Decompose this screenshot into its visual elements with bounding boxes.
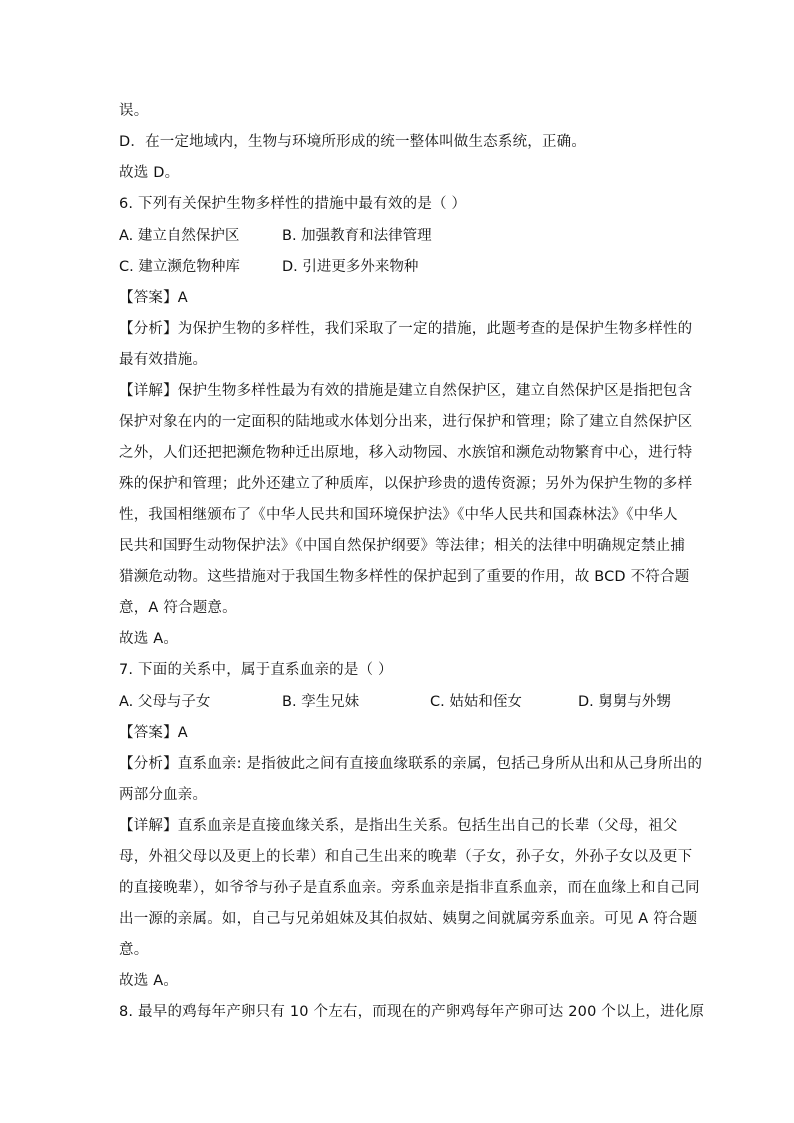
text-line: 出一源的亲属。如，自己与兄弟姐妹及其伯叔姑、姨舅之间就属旁系血亲。可见 A 符合题: [119, 911, 698, 927]
question-7-stem: 7. 下面的关系中，属于直系血亲的是（ ）: [119, 662, 393, 678]
text-line: 之外，人们还把把濒危物种迁出原地，移入动物园、水族馆和濒危动物繁育中心，进行特: [119, 445, 693, 461]
q6-analysis: 【分析】为保护生物的多样性，我们采取了一定的措施，此题考查的是保护生物多样性的: [119, 321, 693, 337]
text-line: 猎濒危动物。这些措施对于我国生物多样性的保护起到了重要的作用，故 BCD 不符合题: [119, 569, 690, 585]
q7-option-a: A. 父母与子女: [119, 694, 211, 710]
text-line: D．在一定地域内，生物与环境所形成的统一整体叫做生态系统，正确。: [119, 134, 587, 150]
text-line: 故选 D。: [119, 165, 180, 181]
q6-option-b: B. 加强教育和法律管理: [282, 228, 432, 244]
q7-answer: 【答案】A: [119, 725, 188, 741]
text-line: 意。: [119, 942, 149, 958]
text-line: 保护对象在内的一定面积的陆地或水体划分出来，进行保护和管理；除了建立自然保护区: [119, 414, 693, 430]
question-6-stem: 6. 下列有关保护生物多样性的措施中最有效的是（ ）: [119, 196, 467, 212]
text-line: 殊的保护和管理；此外还建立了种质库，以保护珍贵的遗传资源；另外为保护生物的多样: [119, 476, 693, 492]
text-line: 两部分血亲。: [119, 787, 208, 803]
q7-detail: 【详解】直系血亲是直接血缘关系，是指出生关系。包括生出自己的长辈（父母，祖父: [119, 818, 678, 834]
q7-option-b: B. 孪生兄妹: [282, 694, 360, 710]
q6-option-c: C. 建立濒危物种库: [119, 259, 240, 275]
text-line: 最有效措施。: [119, 352, 208, 368]
q6-detail: 【详解】保护生物多样性最为有效的措施是建立自然保护区，建立自然保护区是指把包含: [119, 383, 693, 399]
text-line: 的直接晚辈），如爷爷与孙子是直系血亲。旁系血亲是指非直系血亲，而在血缘上和自己同: [119, 880, 700, 896]
text-line: 母，外祖父母以及更上的长辈）和自己生出来的晚辈（子女，孙子女，外孙子女以及更下: [119, 849, 693, 865]
q6-answer: 【答案】A: [119, 290, 188, 306]
text-line: 民共和国野生动物保护法》《中国自然保护纲要》等法律；相关的法律中明确规定禁止捕: [119, 538, 686, 554]
text-line: 意，A 符合题意。: [119, 600, 237, 616]
question-8-stem: 8. 最早的鸡每年产卵只有 10 个左右，而现在的产卵鸡每年产卵可达 200 个以上，进化原: [119, 1004, 705, 1020]
text-line: 误。: [119, 103, 149, 119]
q7-option-d: D. 舅舅与外甥: [578, 694, 671, 710]
text-line: 故选 A。: [119, 973, 179, 989]
q6-option-a: A. 建立自然保护区: [119, 228, 240, 244]
text-line: 性，我国相继颁布了《中华人民共和国环境保护法》《中华人民共和国森林法》《中华人: [119, 507, 678, 523]
q7-option-c: C. 姑姑和侄女: [430, 694, 522, 710]
q7-analysis: 【分析】直系血亲: 是指彼此之间有直接血缘联系的亲属，包括己身所从出和从己身所出的: [119, 756, 703, 772]
text-line: 故选 A。: [119, 631, 179, 647]
q6-option-d: D. 引进更多外来物种: [282, 259, 419, 275]
